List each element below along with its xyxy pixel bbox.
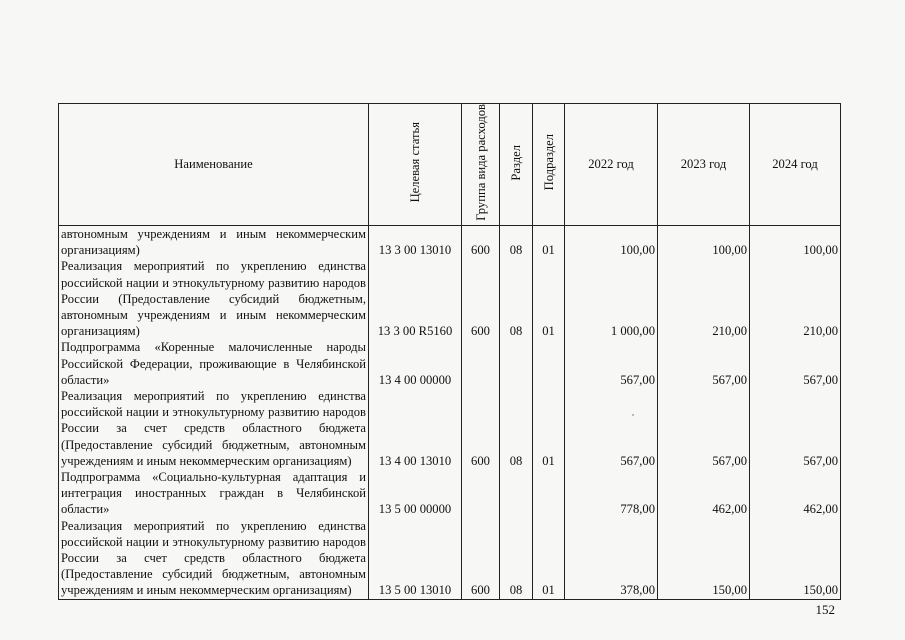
- row-value-2024: 567,00: [750, 339, 841, 388]
- table-header-row: [59, 104, 841, 226]
- row-expense-group: 600: [462, 388, 500, 469]
- row-value-2022: 1 000,00: [565, 258, 658, 339]
- row-subsection: 01: [533, 518, 565, 600]
- row-subsection: [533, 339, 565, 388]
- row-value-2024: 210,00: [750, 258, 841, 339]
- table-row: [59, 388, 841, 469]
- row-expense-group: [462, 339, 500, 388]
- row-value-2023: 210,00: [658, 258, 750, 339]
- row-value-2024: 150,00: [750, 518, 841, 600]
- row-value-2023: 462,00: [658, 469, 750, 518]
- row-target-article: 13 3 00 13010: [369, 225, 462, 258]
- row-value-2024: 567,00: [750, 388, 841, 469]
- table-row: [59, 258, 841, 339]
- header-2022: 2022 год: [565, 104, 658, 226]
- row-name: Подпрограмма «Коренные малочисленные народы Российской Федерации, проживающие в Челябинской области»: [59, 339, 369, 388]
- row-value-2022: 100,00: [565, 225, 658, 258]
- header-2024: 2024 год: [750, 104, 841, 226]
- table-row: [59, 469, 841, 518]
- header-name: Наименование: [59, 104, 369, 226]
- row-section: [500, 339, 533, 388]
- row-expense-group: [462, 469, 500, 518]
- row-subsection: 01: [533, 225, 565, 258]
- header-subsection: Подраздел: [533, 104, 565, 226]
- header-2023: 2023 год: [658, 104, 750, 226]
- row-value-2022: 778,00: [565, 469, 658, 518]
- row-name: автономным учреждениям и иным некоммерческим организациям): [59, 225, 369, 258]
- row-value-2023: 150,00: [658, 518, 750, 600]
- table-row: [59, 339, 841, 388]
- row-value-2024: 100,00: [750, 225, 841, 258]
- row-value-2022: 378,00: [565, 518, 658, 600]
- row-value-2023: 567,00: [658, 388, 750, 469]
- scan-speck: [632, 414, 634, 416]
- table-row: [59, 225, 841, 258]
- row-value-2024: 462,00: [750, 469, 841, 518]
- row-value-2022: 567,00: [565, 388, 658, 469]
- row-subsection: 01: [533, 388, 565, 469]
- row-name: Реализация мероприятий по укреплению единства российской нации и этнокультурному развитию народов России за счет средств областного бюджета (Предоставление субсидий бюджетным, автономным учреждениям и иным некоммерческим организациям): [59, 388, 369, 469]
- row-subsection: 01: [533, 258, 565, 339]
- row-expense-group: 600: [462, 258, 500, 339]
- row-subsection: [533, 469, 565, 518]
- row-target-article: 13 5 00 13010: [369, 518, 462, 600]
- row-expense-group: 600: [462, 518, 500, 600]
- row-section: 08: [500, 518, 533, 600]
- row-name: Реализация мероприятий по укреплению единства российской нации и этнокультурному развитию народов России за счет средств областного бюджета (Предоставление субсидий бюджетным, автономным учреждениям и иным некоммерческим организациям): [59, 518, 369, 600]
- row-name: Реализация мероприятий по укреплению единства российской нации и этнокультурному развитию народов России (Предоставление субсидий бюджетным, автономным учреждениям и иным некоммерческим организациям): [59, 258, 369, 339]
- budget-table: [58, 103, 841, 600]
- table-row: [59, 518, 841, 600]
- row-target-article: 13 5 00 00000: [369, 469, 462, 518]
- row-section: 08: [500, 225, 533, 258]
- row-section: [500, 469, 533, 518]
- row-value-2023: 100,00: [658, 225, 750, 258]
- row-target-article: 13 3 00 R5160: [369, 258, 462, 339]
- row-target-article: 13 4 00 13010: [369, 388, 462, 469]
- row-value-2022: 567,00: [565, 339, 658, 388]
- header-expense-group: Группа вида расходов: [462, 104, 500, 226]
- header-target-article: Целевая статья: [369, 104, 462, 226]
- row-section: 08: [500, 388, 533, 469]
- row-expense-group: 600: [462, 225, 500, 258]
- header-section: Раздел: [500, 104, 533, 226]
- row-name: Подпрограмма «Социально-культурная адаптация и интеграция иностранных граждан в Челябинской области»: [59, 469, 369, 518]
- row-target-article: 13 4 00 00000: [369, 339, 462, 388]
- page-number: 152: [815, 602, 835, 617]
- row-section: 08: [500, 258, 533, 339]
- row-value-2023: 567,00: [658, 339, 750, 388]
